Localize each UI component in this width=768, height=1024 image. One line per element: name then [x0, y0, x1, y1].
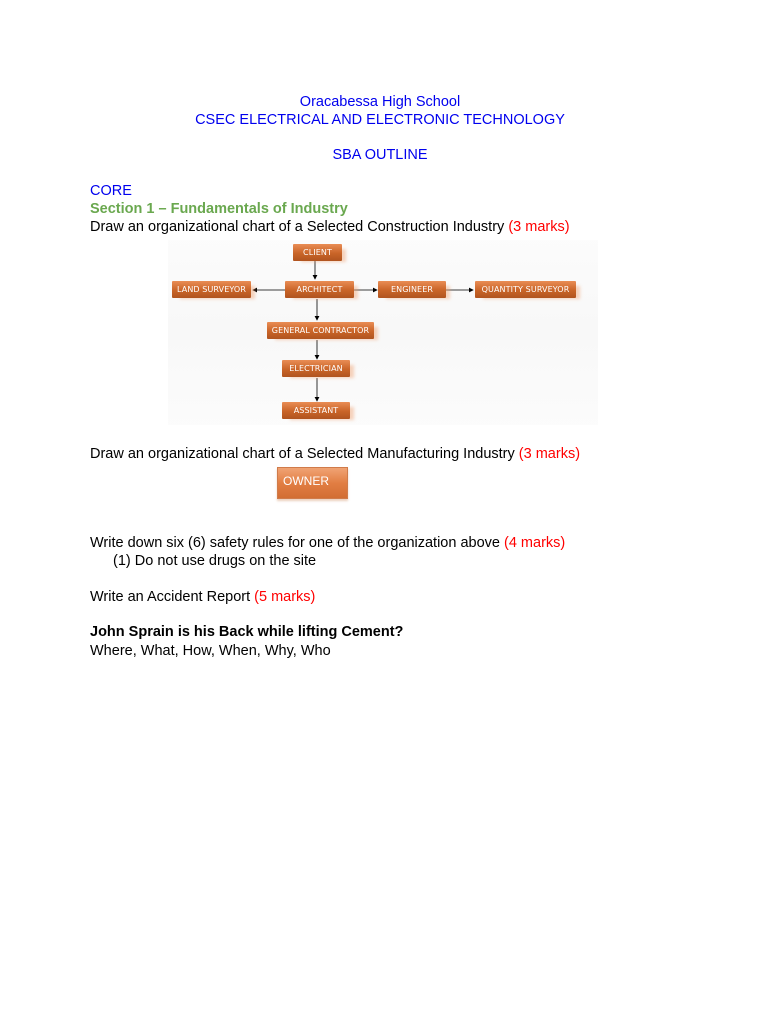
box-electrician: ELECTRICIAN — [282, 360, 350, 377]
task-marks: (3 marks) — [518, 446, 581, 462]
task-marks: (4 marks) — [504, 535, 566, 551]
school-name: Oracabessa High School — [299, 94, 461, 110]
accident-scenario: John Sprain is his Back while lifting Cement? — [90, 624, 404, 640]
box-client: CLIENT — [293, 244, 342, 261]
box-quantity-surveyor: QUANTITY SURVEYOR — [475, 281, 576, 298]
chart-connectors — [168, 240, 598, 425]
report-questions: Where, What, How, When, Why, Who — [90, 643, 331, 659]
task-text: Draw an organizational chart of a Selected Construction Industry — [90, 219, 505, 235]
safety-rule-1: (1) Do not use drugs on the site — [113, 553, 317, 569]
core-heading: CORE — [90, 183, 132, 199]
box-architect: ARCHITECT — [285, 281, 354, 298]
box-engineer: ENGINEER — [378, 281, 446, 298]
task-accident-report — [90, 588, 315, 606]
task-manufacturing-chart — [90, 445, 580, 463]
task-construction-chart — [90, 218, 570, 236]
task-safety-rules — [90, 534, 565, 552]
section-heading: Section 1 – Fundamentals of Industry — [90, 201, 348, 217]
outline-title: SBA OUTLINE — [332, 147, 428, 163]
course-title: CSEC ELECTRICAL AND ELECTRONIC TECHNOLOGY — [195, 112, 565, 128]
task-text: Draw an organizational chart of a Selected Manufacturing Industry — [90, 446, 515, 462]
box-land-surveyor: LAND SURVEYOR — [172, 281, 251, 298]
task-text: Write down six (6) safety rules for one of the organization above — [90, 535, 500, 551]
box-general-contractor: GENERAL CONTRACTOR — [267, 322, 374, 339]
task-marks: (5 marks) — [254, 589, 316, 605]
box-owner: OWNER — [277, 467, 348, 499]
box-assistant: ASSISTANT — [282, 402, 350, 419]
construction-org-chart — [168, 240, 598, 425]
task-marks: (3 marks) — [508, 219, 570, 235]
task-text: Write an Accident Report — [90, 589, 251, 605]
